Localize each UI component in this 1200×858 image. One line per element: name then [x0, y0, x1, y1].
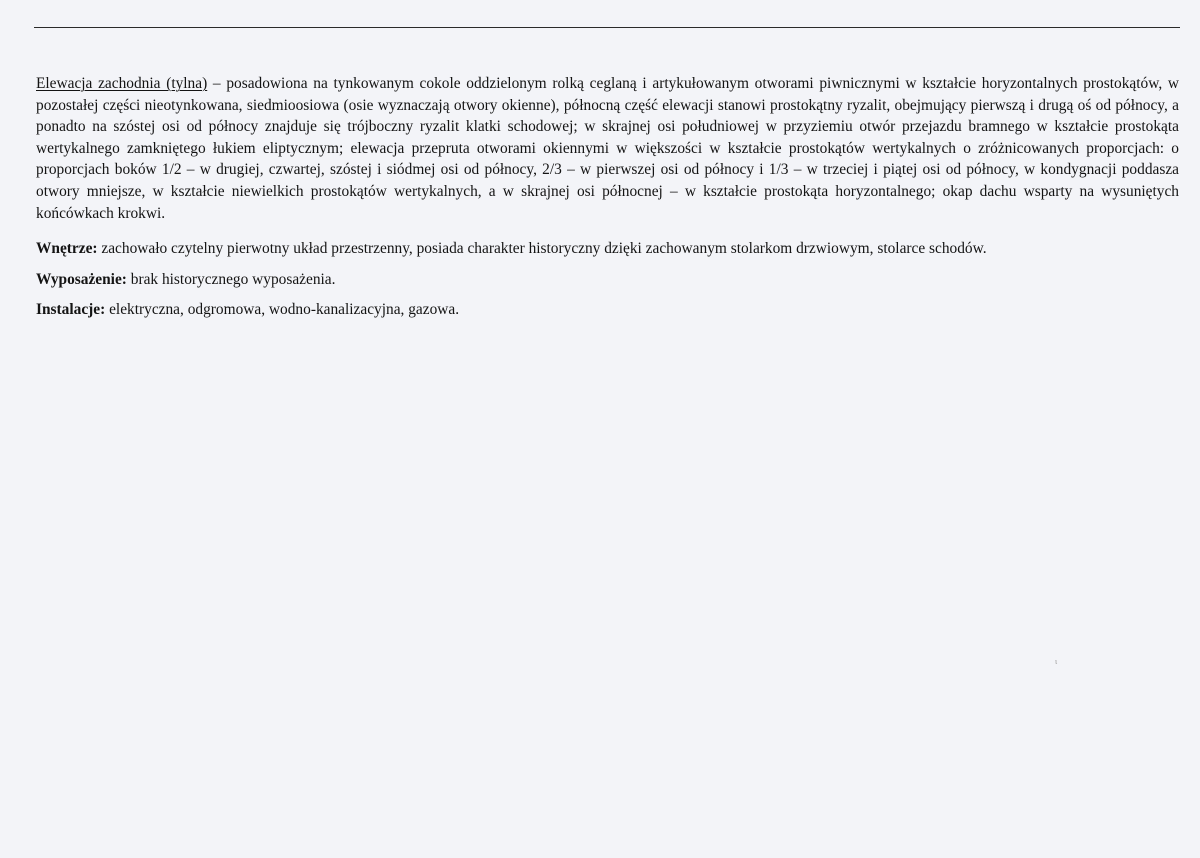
interior-paragraph	[36, 238, 1179, 260]
equipment-heading: Wyposażenie:	[36, 270, 127, 288]
installations-paragraph	[36, 299, 1179, 321]
interior-heading: Wnętrze:	[36, 240, 98, 258]
elevation-west-separator: –	[207, 75, 227, 92]
elevation-west-heading: Elewacja zachodnia (tylna)	[36, 75, 208, 92]
installations-heading: Instalacje:	[36, 301, 106, 319]
elevation-west-text: posadowiona na tynkowanym cokole oddzielonym rolką ceglaną i artykułowanym otworami piwnicznymi w kształcie horyzontalnych prostokątów, w pozostałej części nieotynkowana, siedmioosiowa (osie wyznaczają otwory okienne), północną część elewacji stanowi prostokątny ryzalit, obejmujący pierwszą i drugą oś od północy, a ponadto na szóstej osi od północy znajduje się trójboczny ryzalit klatki schodowej; w skrajnej osi południowej w przyziemiu otwór przejazdu bramnego w kształcie prostokąta wertykalnego zamkniętego łukiem eliptycznym; elewacja przepruta otworami okiennymi w większości w kształcie prostokątów wertykalnych o zróżnicowanych proporcjach: o proporcjach boków 1/2 – w drugiej, czwartej, szóstej i siódmej osi od północy, 2/3 – w pierwszej osi od północy i 1/3 – w trzeciej i piątej osi od północy, w kondygnacji poddasza otwory mniejsze, w kształcie niewielkich prostokątów wertykalnych, a w skrajnej osi północnej – w kształcie prostokąta horyzontalnego; okap dachu wsparty na wysuniętych końcówkach krokwi.	[36, 75, 1179, 222]
equipment-paragraph	[36, 269, 1179, 291]
elevation-west-paragraph	[36, 73, 1179, 224]
document-body	[36, 73, 1179, 321]
installations-text: elektryczna, odgromowa, wodno-kanalizacyjna, gazowa.	[105, 301, 460, 319]
interior-text: zachowało czytelny pierwotny układ przestrzenny, posiada charakter historyczny dzięki zachowanym stolarkom drzwiowym, stolarce schodów.	[97, 240, 987, 258]
stray-scan-mark: ι	[1055, 657, 1058, 666]
header-rule	[34, 27, 1180, 28]
equipment-text: brak historycznego wyposażenia.	[126, 270, 336, 288]
